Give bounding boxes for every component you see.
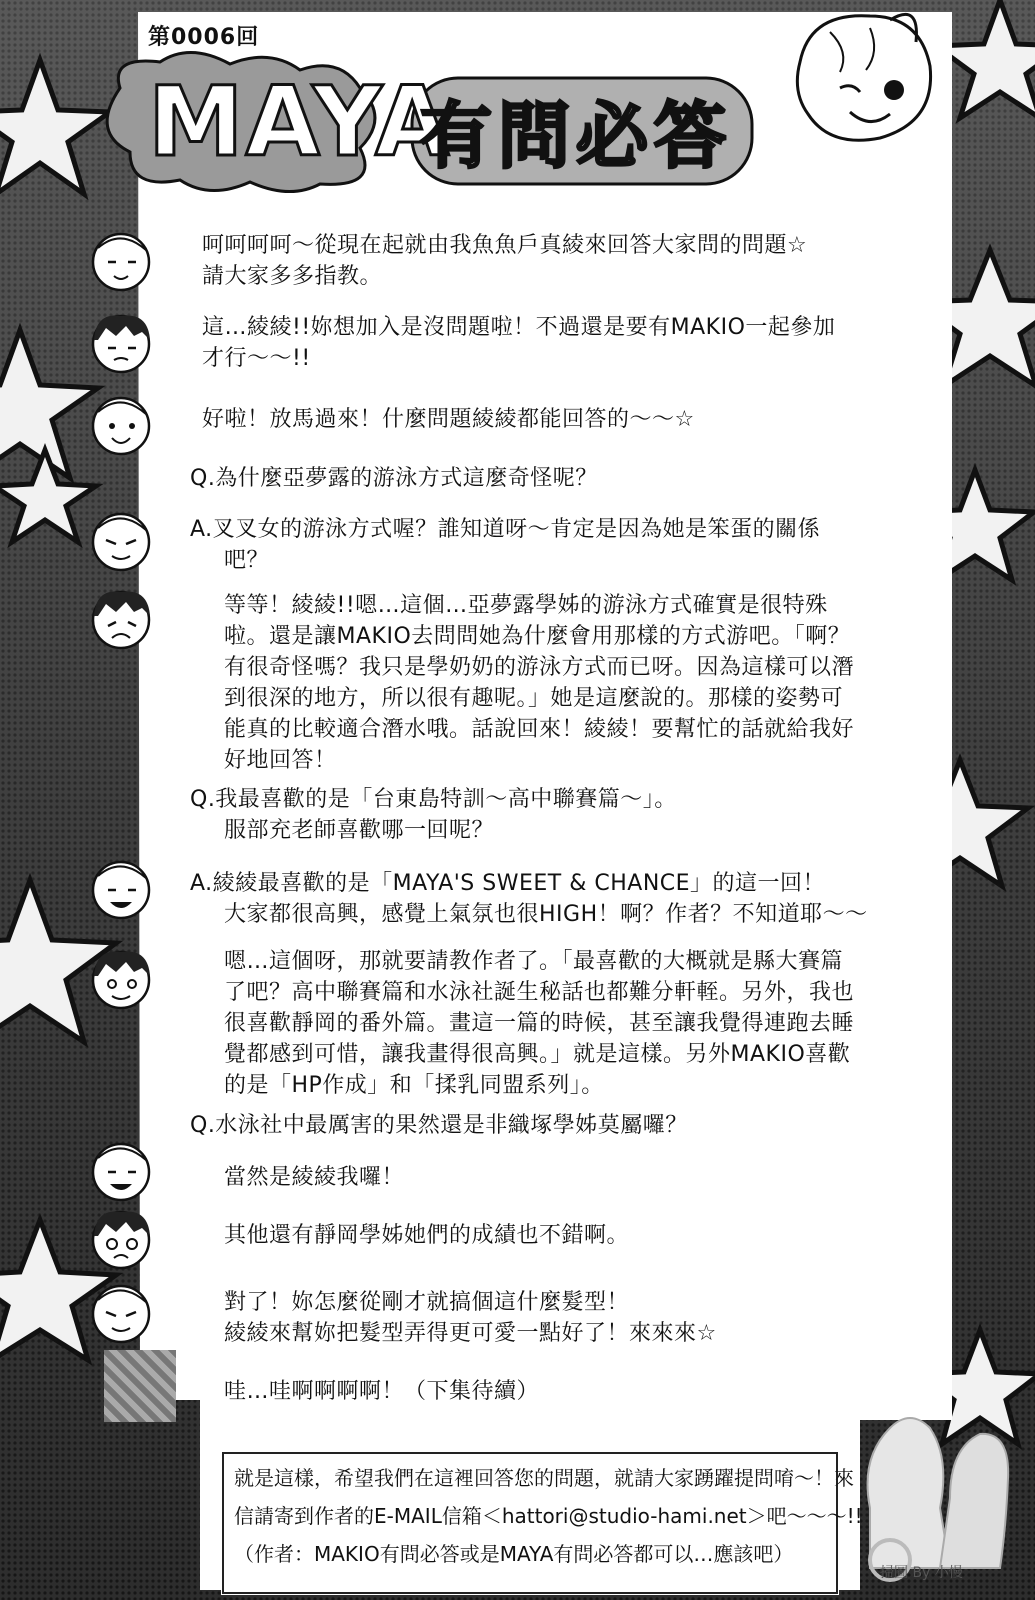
footer-note-box [222, 1452, 863, 1594]
character-face-icon [86, 392, 156, 458]
dialogue-line: 對了！妳怎麼從剛才就搞個這什麼髮型！ [224, 1290, 630, 1315]
footer-line-1: 就是這樣，希望我們在這裡回答您的問題，就請大家踴躍提問唷～！來 [234, 1466, 854, 1490]
character-face-icon [86, 228, 156, 294]
dialogue-line: 到很深的地方，所以很有趣呢。」她是這麼說的。那樣的姿勢可 [224, 686, 844, 711]
question-line: Q.我最喜歡的是「台東島特訓～高中聯賽篇～」。 [190, 787, 677, 812]
footer-line-3: （作者：MAKIO有問必答或是MAYA有問必答都可以…應該吧） [234, 1542, 794, 1566]
answer-line: A.叉叉女的游泳方式喔？誰知道呀～肯定是因為她是笨蛋的關係 [190, 517, 821, 542]
character-face-icon [86, 946, 156, 1012]
character-face-icon [86, 856, 156, 922]
dialogue-line: 等等！綾綾!!嗯…這個…亞夢露學姊的游泳方式確實是很特殊 [224, 593, 828, 618]
dialogue-line: 嗯…這個呀，那就要請教作者了。「最喜歡的大概就是縣大賽篇 [224, 949, 844, 974]
answer-line: 吧？ [224, 548, 270, 573]
answer-line: A.綾綾最喜歡的是「MAYA'S SWEET & CHANCE」的這一回！ [190, 871, 826, 896]
dialogue-line: 能真的比較適合潛水哦。話說回來！綾綾！要幫忙的話就給我好 [224, 717, 855, 742]
title-maya: MAYA [148, 66, 452, 178]
silhouette-icon [830, 1388, 1030, 1588]
footer-line-2: 信請寄到作者的E-MAIL信箱＜hattori@studio-hami.net＞吧～～～!! [234, 1504, 863, 1528]
dialogue-line: 這…綾綾!!妳想加入是沒問題啦！不過還是要有MAKIO一起參加 [202, 315, 836, 340]
dialogue-line: 的是「HP作成」和「揉乳同盟系列」。 [224, 1073, 604, 1098]
character-face-icon [86, 1206, 156, 1272]
dialogue-line: 啦。還是讓MAKIO去問問她為什麼會用那樣的方式游吧。「啊？ [224, 624, 851, 649]
dialogue-line: 覺都感到可惜，讓我畫得很高興。」就是這樣。另外MAKIO喜歡 [224, 1042, 851, 1067]
dialogue-line: 有很奇怪嗎？我只是學奶奶的游泳方式而已呀。因為這樣可以潛 [224, 655, 855, 680]
title-zh: 有問必答 [420, 94, 733, 178]
dialogue-line: 才行～～!! [202, 346, 311, 371]
dialogue-line: 好啦！放馬過來！什麼問題綾綾都能回答的～～☆ [202, 407, 695, 432]
character-face-icon [86, 310, 156, 376]
issue-label: 第0006回 [148, 25, 260, 50]
question-line: 服部充老師喜歡哪一回呢？ [224, 818, 495, 843]
question-line: Q.水泳社中最厲害的果然還是非織塚學姊莫屬囉？ [190, 1113, 688, 1138]
answer-line: 大家都很高興，感覺上氣氛也很HIGH！啊？作者？不知道耶～～ [224, 902, 868, 927]
censored-face-icon [104, 1350, 176, 1422]
character-face-icon [86, 1280, 156, 1346]
dialogue-line: 綾綾來幫妳把髮型弄得更可愛一點好了！來來來☆ [224, 1321, 717, 1346]
dialogue-line: 呵呵呵呵～從現在起就由我魚魚戶真綾來回答大家問的問題☆ [202, 233, 808, 258]
scan-credit: 掃圖 By 小慢 [880, 1565, 963, 1581]
character-face-icon [86, 508, 156, 574]
dialogue-line: 請大家多多指教。 [202, 264, 383, 289]
dialogue-line: 很喜歡靜岡的番外篇。畫這一篇的時候，甚至讓我覺得連跑去睡 [224, 1011, 855, 1036]
character-face-icon [86, 586, 156, 652]
dialogue-line: 其他還有靜岡學姊她們的成績也不錯啊。 [224, 1223, 630, 1248]
character-face-icon [86, 1138, 156, 1204]
character-head-icon [770, 2, 950, 162]
dialogue-line: 哇…哇啊啊啊啊！（下集待續） [224, 1379, 540, 1404]
question-line: Q.為什麼亞夢露的游泳方式這麼奇怪呢？ [190, 466, 598, 491]
answer-line: 當然是綾綾我囉！ [224, 1165, 405, 1190]
dialogue-line: 好地回答！ [224, 748, 337, 773]
dialogue-line: 了吧？高中聯賽篇和水泳社誕生秘話也都難分軒輊。另外，我也 [224, 980, 855, 1005]
